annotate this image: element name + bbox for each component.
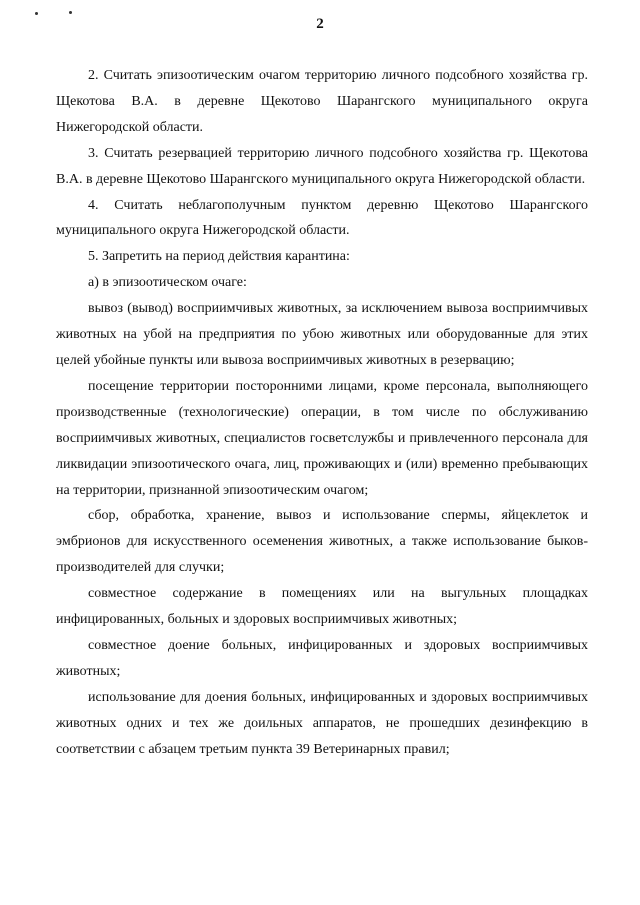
paragraph-ban-joint-milking: совместное доение больных, инфицированных и здоровых восприимчивых животных; <box>56 637 588 679</box>
paragraph-ban-visits: посещение территории посторонними лицами, кроме персонала, выполняющего производственные (технологические) операции, в том числе по обслуживанию восприимчивых животных, специалистов госветслужбы и привлеченного персонала для ликвидации эпизоотического очага, лиц, проживающих и (или) временно пребывающих на территории, признанной эпизоотическим очагом; <box>56 378 588 498</box>
document-body <box>56 63 588 762</box>
paragraph-ban-joint-keeping: совместное содержание в помещениях или на выгульных площадках инфицированных, больных и здоровых восприимчивых животных; <box>56 586 588 628</box>
paragraph-subitem-a: а) в эпизоотическом очаге: <box>88 275 247 291</box>
page-number: 2 <box>316 16 324 32</box>
paragraph-ban-sperm: сбор, обработка, хранение, вывоз и использование спермы, яйцеклеток и эмбрионов для искусственного осеменения животных, а также использование быков-производителей для случки; <box>56 508 588 576</box>
paragraph-item-3: 3. Считать резервацией территорию личного подсобного хозяйства гр. Щекотова В.А. в деревне Щекотово Шарангского муниципального округа Нижегородской области. <box>56 145 588 187</box>
paragraph-item-5: 5. Запретить на период действия карантина: <box>88 249 350 265</box>
scan-speck <box>35 12 38 15</box>
paragraph-item-2: 2. Считать эпизоотическим очагом территорию личного подсобного хозяйства гр. Щекотова В.А. в деревне Щекотово Шарангского муниципального округа Нижегородской области. <box>56 68 588 135</box>
paragraph-ban-milking-machines: использование для доения больных, инфицированных и здоровых восприимчивых животных одних и тех же доильных аппаратов, не прошедших дезинфекцию в соответствии с абзацем третьим пункта 39 Ветеринарных правил; <box>56 689 588 757</box>
scan-speck <box>69 11 72 14</box>
paragraph-item-4: 4. Считать неблагополучным пунктом деревню Щекотово Шарангского муниципального округа Нижегородской области. <box>56 197 588 239</box>
paragraph-ban-animal-removal: вывоз (вывод) восприимчивых животных, за исключением вывоза восприимчивых животных на убой на предприятия по убою животных или оборудованные для этих целей убойные пункты или вывоза восприимчивых животных в резервацию; <box>56 301 588 368</box>
